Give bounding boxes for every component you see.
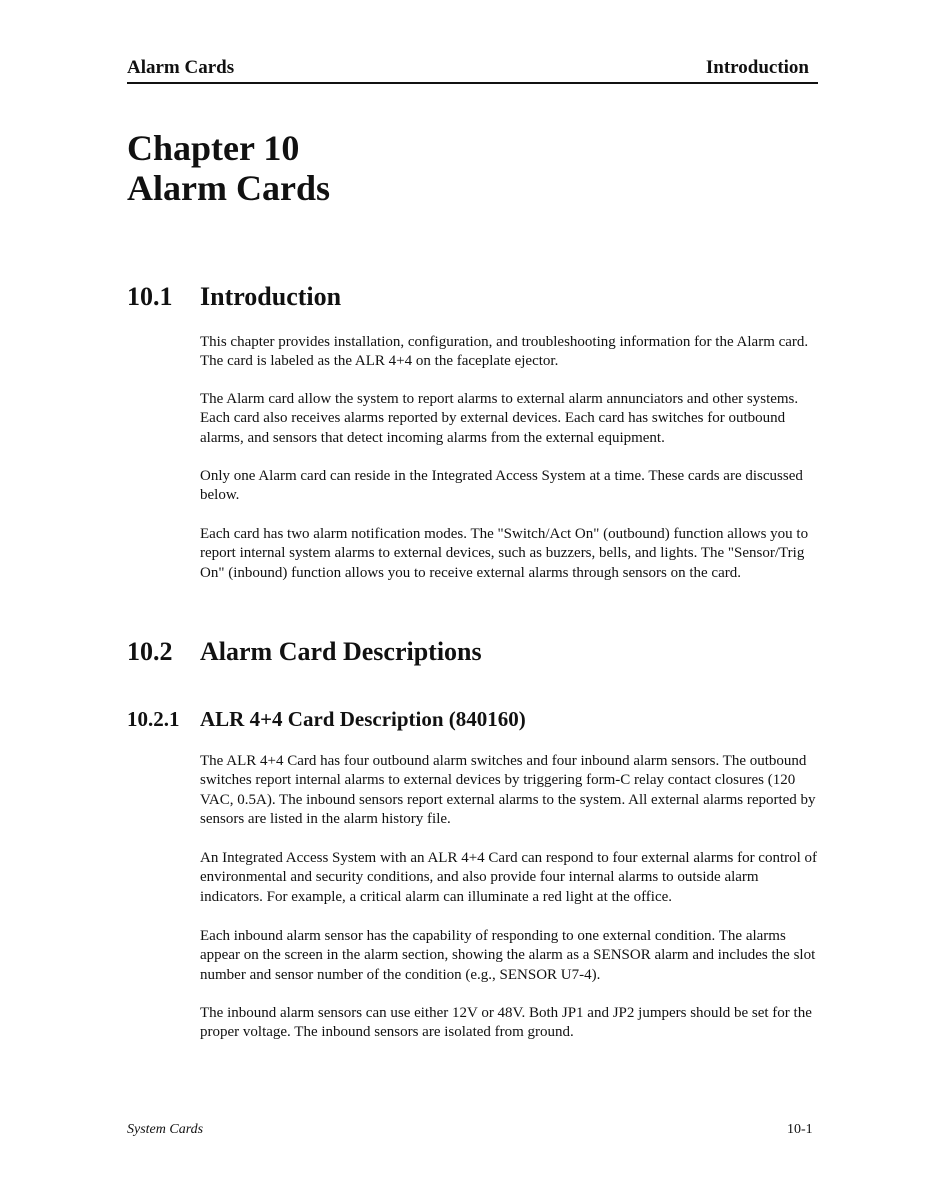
footer-book-title: System Cards: [127, 1122, 204, 1137]
section-heading-10-2: [127, 637, 482, 667]
subsection-heading-10-2-1: [127, 706, 526, 732]
section-number: 10.1: [127, 282, 173, 311]
section-title: Alarm Card Descriptions: [200, 637, 482, 666]
paragraph: The inbound alarm sensors can use either 12V or 48V. Both JP1 and JP2 jumpers should be set for the proper voltage. The inbound sensors are isolated from ground.: [200, 1005, 812, 1041]
subsection-title: ALR 4+4 Card Description (840160): [200, 707, 526, 731]
paragraph: Only one Alarm card can reside in the Integrated Access System at a time. These cards are discussed below.: [200, 468, 803, 504]
section-heading-10-1: [127, 282, 341, 312]
paragraph: The Alarm card allow the system to report alarms to external alarm annunciators and other systems. Each card also receives alarms reported by external devices. Each card has switches for outbound alarms, and sensors that detect incoming alarms from the external equipment.: [200, 391, 799, 446]
paragraph: An Integrated Access System with an ALR 4+4 Card can respond to four external alarms for control of environmental and security conditions, and also provide four internal alarms to outside alarm indicators. For example, a critical alarm can illuminate a red light at the office.: [200, 850, 818, 905]
header-section-title: Introduction: [705, 57, 809, 78]
paragraph: Each inbound alarm sensor has the capability of responding to one external condition. The alarms appear on the screen in the alarm section, showing the alarm as a SENSOR alarm and includes the slot number and sensor number of the condition (e.g., SENSOR U7-4).: [200, 928, 816, 983]
chapter-title: Alarm Cards: [127, 168, 330, 208]
chapter-number: Chapter 10: [127, 128, 300, 168]
section-title: Introduction: [200, 282, 342, 311]
chapter-heading: [127, 128, 330, 208]
section-number: 10.2: [127, 637, 173, 666]
paragraph: The ALR 4+4 Card has four outbound alarm switches and four inbound alarm sensors. The outbound switches report internal alarms to external devices by triggering form-C relay contact closures (120 VAC, 0.5A). The inbound sensors report external alarms to the system. All external alarms reported by sensors are listed in the alarm history file.: [200, 753, 816, 828]
header-chapter-title: Alarm Cards: [127, 57, 235, 78]
page-header: [127, 56, 818, 84]
page-number: 10-1: [787, 1122, 813, 1137]
paragraph: This chapter provides installation, configuration, and troubleshooting information for the Alarm card. The card is labeled as the ALR 4+4 on the faceplate ejector.: [200, 334, 809, 370]
subsection-number: 10.2.1: [127, 707, 180, 731]
paragraph: Each card has two alarm notification modes. The "Switch/Act On" (outbound) function allows you to report internal system alarms to external devices, such as buzzers, bells, and lights. The "Sensor/Trig On" (inbound) function allows you to receive external alarms through sensors on the card.: [200, 526, 809, 581]
